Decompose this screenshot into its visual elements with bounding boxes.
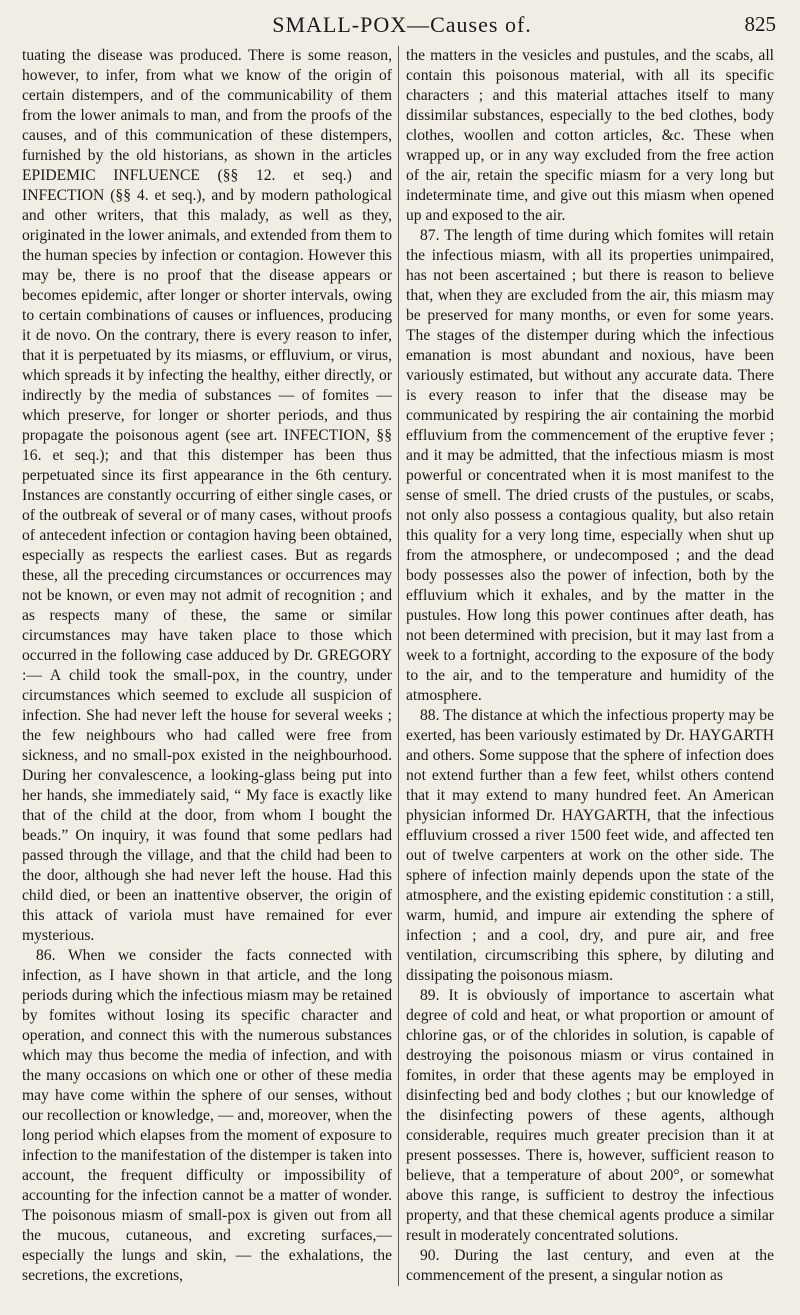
text-columns: [22, 46, 782, 1286]
page-number: 825: [744, 12, 776, 36]
paragraph-87: 87. The length of time during which fomites will retain the infectious miasm, with all its properties unimpaired, has not been ascertained ; but there is reason to believe that, when they are excluded from the air, this miasm may be preserved for many months, or even for some years. The stages of the distemper during which the infectious emanation is most abundant and noxious, have been variously estimated, but without any accurate data. There is every reason to infer that the disease may be communicated by respiring the air containing the morbid effluvium from the commencement of the eruptive fever ; and it may be admitted, that the infectious miasm is most powerful or concentrated when it is most manifest to the sense of smell. The dried crusts of the pustules, or scabs, not only also possess a contagious quality, but also retain this quality for a very long time, especially when shut up from the atmosphere, or undecomposed ; and the dead body possesses also the power of infection, both by the effluvium which it exhales, and by the matter in the pustules. How long this power continues after death, has not been determined with precision, but it may last from a week to a fortnight, according to the exposure of the body to the air, and to the temperature and humidity of the atmosphere.: [406, 227, 774, 704]
paragraph-88: 88. The distance at which the infectious property may be exerted, has been variously estimated by Dr. HAYGARTH and others. Some suppose that the sphere of infection does not extend further than a few feet, whilst others contend that it may extend to many hundred feet. An American physician informed Dr. HAYGARTH, that the infectious effluvium crossed a river 1500 feet wide, and affected ten out of twelve carpenters at work on the other side. The sphere of infection mainly depends upon the state of the atmosphere, and the existing epidemic constitution : a still, warm, humid, and impure air extending the sphere of infection ; and a cool, dry, and pure air, and free ventilation, circumscribing this sphere, by diluting and dissipating the poisonous miasm.: [406, 707, 774, 984]
paragraph: the matters in the vesicles and pustules, and the scabs, all contain this poisonous material, with all its specific characters ; and this material attaches itself to many dissimilar substances, especially to the bed clothes, body clothes, woollen and cotton articles, &c. These when wrapped up, or in any way excluded from the free action of the air, retain the specific miasm for a very long but indeterminate time, and give out this miasm when opened up and exposed to the air.: [406, 47, 774, 224]
right-column: [398, 46, 774, 1286]
paragraph-90: 90. During the last century, and even at the commencement of the present, a singular notion as: [406, 1247, 774, 1284]
paragraph: tuating the disease was produced. There is some reason, however, to infer, from what we know of the origin of certain distempers, and of the communicability of them from the lower animals to man, and from the proofs of the causes, and of this communication of these distempers, furnished by the old historians, as shown in the articles EPIDEMIC INFLUENCE (§§ 12. et seq.) and INFECTION (§§ 4. et seq.), and by modern pathological and other writers, that this malady, as well as they, originated in the lower animals, and extended from them to the human species by infection or contagion. However this may be, there is no proof that the disease appears or becomes epidemic, after longer or shorter intervals, owing to certain combinations of causes or influences, producing it de novo. On the contrary, there is every reason to infer, that it is perpetuated by its miasms, or effluvium, or virus, which spreads it by infecting the healthy, either directly, or indirectly by the media of substances — of fomites — which preserve, for longer or shorter periods, and thus propagate the poisonous agent (see art. INFECTION, §§ 16. et seq.); and that this distemper has been thus perpetuated since its first appearance in the 6th century. Instances are constantly occurring of either single cases, or of the outbreak of several or of many cases, without proofs of antecedent infection or contagion having been obtained, especially as respects the earliest cases. But as regards these, all the preceding circumstances or occurrences may not be known, or even may not admit of recognition ; and as respects many of these, the same or similar circumstances may have taken place to those which occurred in the following case adduced by Dr. GREGORY :— A child took the small-pox, in the country, under circumstances which seemed to exclude all suspicion of infection. She had never left the house for several weeks ; the few neighbours who had called were free from sickness, and no small-pox existed in the neighbourhood. During her convalescence, a looking-glass being put into her hands, she immediately said, “ My face is exactly like that of the child at the door, from whom I bought the beads.” On inquiry, it was found that some pedlars had passed through the village, and that the child had been to the door, although she had never left the house. Had this child died, or been an inattentive observer, the origin of this attack of variola must have remained for ever mysterious.: [22, 47, 392, 944]
running-head: [22, 6, 782, 46]
paragraph-89: 89. It is obviously of importance to ascertain what degree of cold and heat, or what proportion or amount of chlorine gas, or of the chlorides in solution, is capable of destroying the poisonous miasm or virus contained in fomites, in order that these agents may be employed in disinfecting bed and body clothes ; but our knowledge of the disinfecting powers of these agents, although considerable, requires much greater precision than it at present possesses. There is, however, sufficient reason to believe, that a temperature of about 200°, or somewhat above this range, is sufficient to destroy the infectious property, and that these chemical agents produce a similar result in moderately concentrated solutions.: [406, 987, 774, 1244]
paragraph-86: 86. When we consider the facts connected with infection, as I have shown in that article, and the long periods during which the infectious miasm may be retained by fomites without losing its specific character and operation, and connect this with the numerous substances which may thus become the media of infection, and with the many occasions on which one or other of these media may have come within the sphere of our senses, without our recollection or knowledge, — and, moreover, when the long period which elapses from the moment of exposure to infection to the manifestation of the distemper is taken into account, the frequent difficulty or impossibility of accounting for the infection cannot be a matter of wonder. The poisonous miasm of small-pox is given out from all the mucous, cutaneous, and excreting surfaces,—especially the lungs and skin, — the exhalations, the secretions, the excretions,: [22, 947, 392, 1284]
running-title: SMALL-POX—Causes of.: [272, 12, 532, 37]
left-column: [22, 46, 398, 1286]
